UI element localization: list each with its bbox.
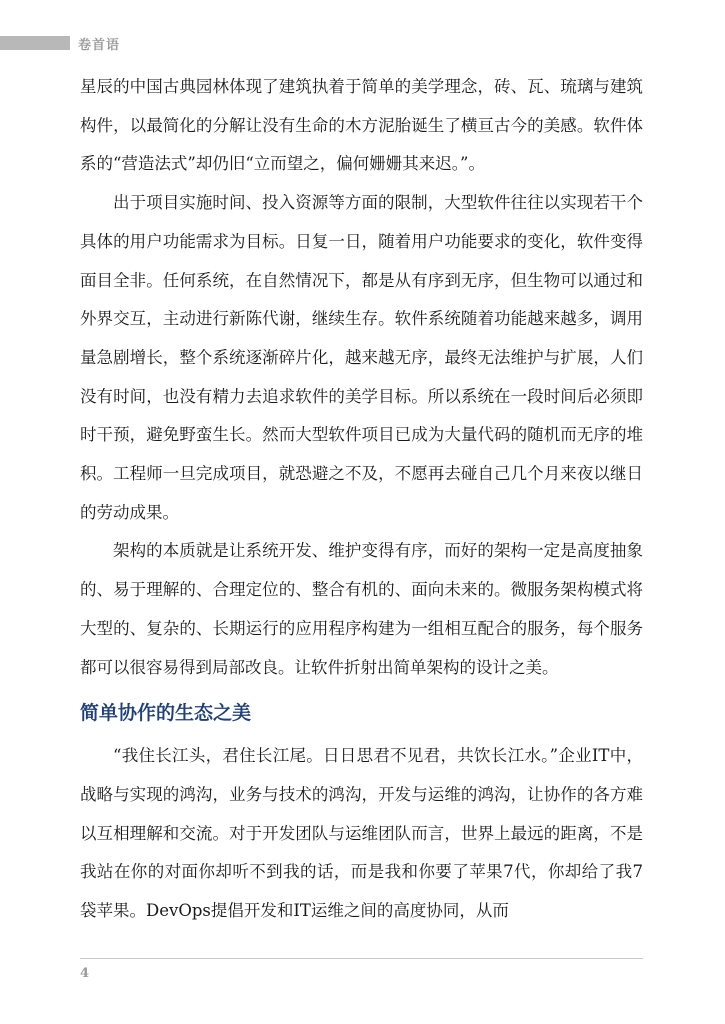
header-section-label: 卷首语: [78, 38, 121, 53]
footer-divider: [80, 958, 643, 959]
body-paragraph: 星辰的中国古典园林体现了建筑执着于简单的美学理念，砖、瓦、琉璃与建筑构件，以最简化的分解让没有生命的木方泥胎诞生了横亘古今的美感。软件体系的“营造法式”却仍旧“立而望之，偏何姗姗其来迟。”。: [80, 77, 643, 174]
page-number: 4: [80, 966, 90, 981]
body-paragraph: 架构的本质就是让系统开发、维护变得有序，而好的架构一定是高度抽象的、易于理解的、合理定位的、整合有机的、面向未来的。微服务架构模式将大型的、复杂的、长期运行的应用程序构建为一组相互配合的服务，每个服务都可以很容易得到局部改良。让软件折射出简单架构的设计之美。: [80, 541, 643, 677]
body-paragraph: 出于项目实施时间、投入资源等方面的限制，大型软件往往以实现若干个具体的用户功能需求为目标。日复一日，随着用户功能要求的变化，软件变得面目全非。任何系统，在自然情况下，都是从有序到无序，但生物可以通过和外界交互，主动进行新陈代谢，继续生存。软件系统随着功能越来越多，调用量急剧增长，整个系统逐渐碎片化，越来越无序，最终无法维护与扩展，人们没有时间，也没有精力去追求软件的美学目标。所以系统在一段时间后必须即时干预，避免野蛮生长。然而大型软件项目已成为大量代码的随机而无序的堆积。工程师一旦完成项目，就恐避之不及，不愿再去碰自己几个月来夜以继日的劳动成果。: [80, 193, 643, 522]
body-paragraph: “我住长江头，君住长江尾。日日思君不见君，共饮长江水。”企业IT中，战略与实现的鸿沟，业务与技术的鸿沟，开发与运维的鸿沟，让协作的各方难以互相理解和交流。对于开发团队与运维团队而言，世界上最远的距离，不是我站在你的对面你却听不到我的话，而是我和你要了苹果7代，你却给了我7袋苹果。DevOps提倡开发和IT运维之间的高度协同，从而: [80, 746, 643, 921]
header-accent-bar: [0, 36, 70, 50]
page-content: [80, 68, 643, 931]
section-heading: 简单协作的生态之美: [80, 702, 252, 725]
running-header: [0, 36, 220, 53]
